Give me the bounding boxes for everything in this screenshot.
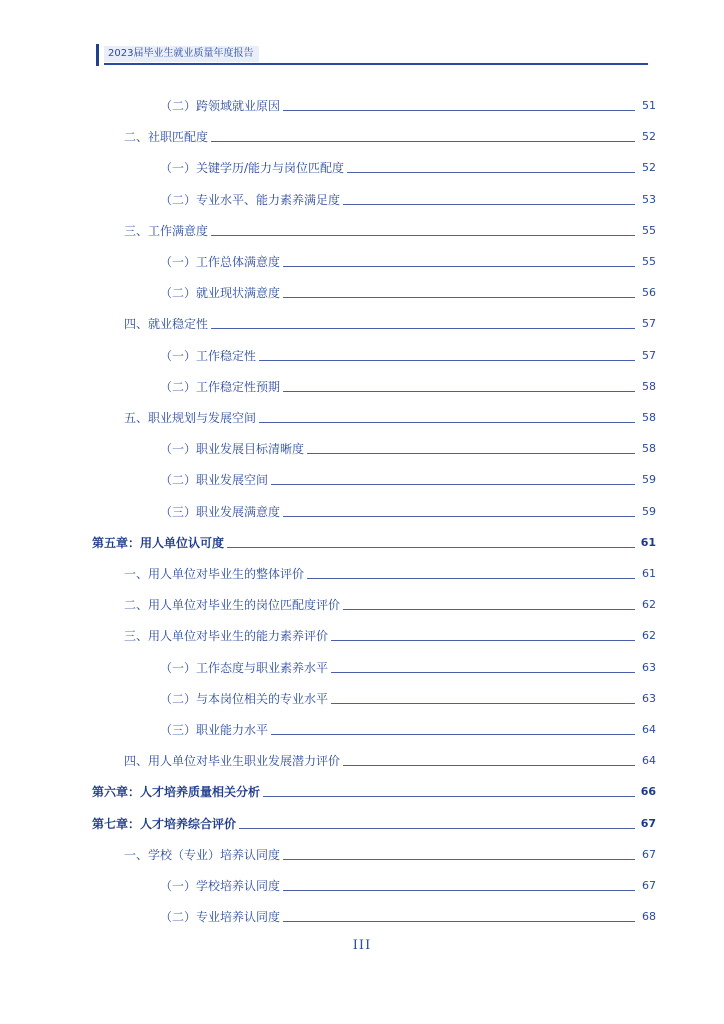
toc-entry-label: 四、用人单位对毕业生职业发展潜力评价 [124, 754, 341, 769]
toc-leader-line [307, 578, 635, 579]
toc-entry-page: 67 [640, 816, 656, 830]
toc-entry-label: （二）工作稳定性预期 [160, 379, 281, 394]
toc-subsection-entry[interactable] [160, 499, 656, 521]
toc-entry-page: 55 [642, 255, 656, 268]
toc-entry-page: 59 [642, 473, 656, 487]
toc-entry-label: 二、社职匹配度 [124, 130, 209, 145]
toc-subsection-entry[interactable] [160, 873, 656, 895]
toc-leader-line [331, 672, 635, 673]
toc-leader-line [283, 890, 635, 891]
toc-section-entry[interactable] [124, 592, 656, 614]
toc-entry-page: 62 [642, 598, 656, 612]
toc-entry-label: 第五章：用人单位认可度 [92, 535, 225, 550]
toc-leader-line [331, 640, 635, 641]
toc-entry-page: 56 [642, 286, 656, 300]
toc-entry-label: 五、职业规划与发展空间 [124, 411, 257, 425]
toc-leader-line [283, 297, 635, 298]
page-number: III [352, 938, 372, 953]
toc-subsection-entry[interactable] [160, 686, 656, 708]
toc-leader-line [283, 266, 635, 267]
toc-entry-page: 51 [642, 99, 656, 112]
toc-entry-page: 58 [642, 411, 656, 424]
toc-leader-line [271, 734, 635, 735]
toc-entry-label: 四、就业稳定性 [124, 317, 209, 332]
toc-entry-label: （一）工作稳定性 [160, 348, 257, 363]
toc-leader-line [263, 796, 635, 797]
toc-subsection-entry[interactable] [160, 467, 656, 489]
toc-entry-label: （一）工作总体满意度 [160, 255, 281, 269]
toc-chapter-entry[interactable] [92, 779, 656, 801]
toc-entry-label: （二）就业现状满意度 [160, 286, 281, 301]
header-title: 2023届毕业生就业质量年度报告 [104, 46, 259, 62]
toc-subsection-entry[interactable] [160, 717, 656, 739]
toc-entry-page: 53 [642, 192, 656, 206]
toc-entry-page: 59 [642, 504, 656, 518]
toc-leader-line [259, 422, 635, 423]
toc-entry-page: 63 [642, 691, 656, 705]
toc-entry-page: 66 [640, 785, 656, 799]
toc-subsection-entry[interactable] [160, 904, 656, 926]
toc-entry-page: 64 [642, 754, 656, 768]
toc-entry-label: 一、用人单位对毕业生的整体评价 [124, 567, 305, 581]
toc-entry-page: 67 [642, 879, 656, 892]
toc-entry-label: （二）与本岗位相关的专业水平 [160, 691, 329, 706]
toc-section-entry[interactable] [124, 311, 656, 333]
toc-entry-label: （一）关键学历/能力与岗位匹配度 [160, 161, 345, 176]
toc-entry-page: 57 [642, 317, 656, 331]
toc-leader-line [283, 391, 635, 392]
toc-leader-line [283, 516, 635, 517]
toc-entry-label: （三）职业发展满意度 [160, 504, 281, 519]
toc-leader-line [343, 204, 635, 205]
toc-section-entry[interactable] [124, 842, 656, 864]
toc-leader-line [283, 110, 635, 111]
toc-entry-page: 63 [642, 660, 656, 674]
toc-subsection-entry[interactable] [160, 374, 656, 396]
toc-chapter-entry[interactable] [92, 530, 656, 552]
toc-entry-label: （一）工作态度与职业素养水平 [160, 660, 329, 675]
toc-leader-line [307, 453, 635, 454]
toc-section-entry[interactable] [124, 124, 656, 146]
toc-leader-line [283, 921, 635, 922]
toc-entry-label: （二）职业发展空间 [160, 473, 269, 488]
toc-entry-page: 52 [642, 161, 656, 175]
toc-subsection-entry[interactable] [160, 249, 656, 271]
toc-leader-line [211, 235, 635, 236]
toc-leader-line [211, 328, 635, 329]
toc-entry-label: （一）学校培养认同度 [160, 879, 281, 893]
toc-subsection-entry[interactable] [160, 93, 656, 115]
toc-entry-page: 55 [642, 223, 656, 237]
toc-entry-label: （三）职业能力水平 [160, 723, 269, 737]
toc-section-entry[interactable] [124, 748, 656, 770]
toc-entry-page: 61 [642, 567, 656, 580]
toc-subsection-entry[interactable] [160, 155, 656, 177]
toc-leader-line [239, 828, 635, 829]
toc-entry-label: 三、用人单位对毕业生的能力素养评价 [124, 629, 329, 644]
toc-subsection-entry[interactable] [160, 280, 656, 302]
toc-entry-page: 64 [642, 723, 656, 736]
toc-leader-line [259, 360, 635, 361]
toc-entry-label: （二）专业培养认同度 [160, 910, 281, 925]
toc-leader-line [343, 765, 635, 766]
toc-entry-page: 57 [642, 348, 656, 362]
toc-entry-label: 二、用人单位对毕业生的岗位匹配度评价 [124, 598, 341, 613]
toc-entry-label: （一）职业发展目标清晰度 [160, 442, 305, 457]
toc-entry-label: 一、学校（专业）培养认同度 [124, 847, 281, 862]
toc-subsection-entry[interactable] [160, 343, 656, 365]
toc-section-entry[interactable] [124, 405, 656, 427]
toc-entry-page: 58 [642, 442, 656, 456]
toc-leader-line [343, 609, 635, 610]
toc-section-entry[interactable] [124, 623, 656, 645]
toc-entry-label: 三、工作满意度 [124, 223, 209, 238]
toc-leader-line [331, 703, 635, 704]
toc-entry-page: 68 [642, 910, 656, 924]
toc-leader-line [211, 141, 635, 142]
toc-entry-page: 62 [642, 629, 656, 643]
toc-entry-page: 52 [642, 130, 656, 144]
toc-subsection-entry[interactable] [160, 187, 656, 209]
toc-subsection-entry[interactable] [160, 655, 656, 677]
toc-entry-label: 第六章：人才培养质量相关分析 [92, 785, 261, 800]
toc-entry-label: （二）专业水平、能力素养满足度 [160, 192, 341, 207]
toc-chapter-entry[interactable] [92, 811, 656, 833]
toc-entry-page: 67 [642, 847, 656, 861]
toc-entry-page: 58 [642, 379, 656, 393]
toc-section-entry[interactable] [124, 218, 656, 240]
toc-leader-line [283, 859, 635, 860]
toc-leader-line [271, 484, 635, 485]
toc-entry-label: 第七章：人才培养综合评价 [92, 816, 237, 831]
toc-leader-line [347, 172, 635, 173]
toc-entry-page: 61 [640, 535, 656, 549]
toc-section-entry[interactable] [124, 561, 656, 583]
toc-leader-line [227, 547, 635, 548]
toc-entry-label: （二）跨领域就业原因 [160, 99, 281, 113]
toc-subsection-entry[interactable] [160, 436, 656, 458]
